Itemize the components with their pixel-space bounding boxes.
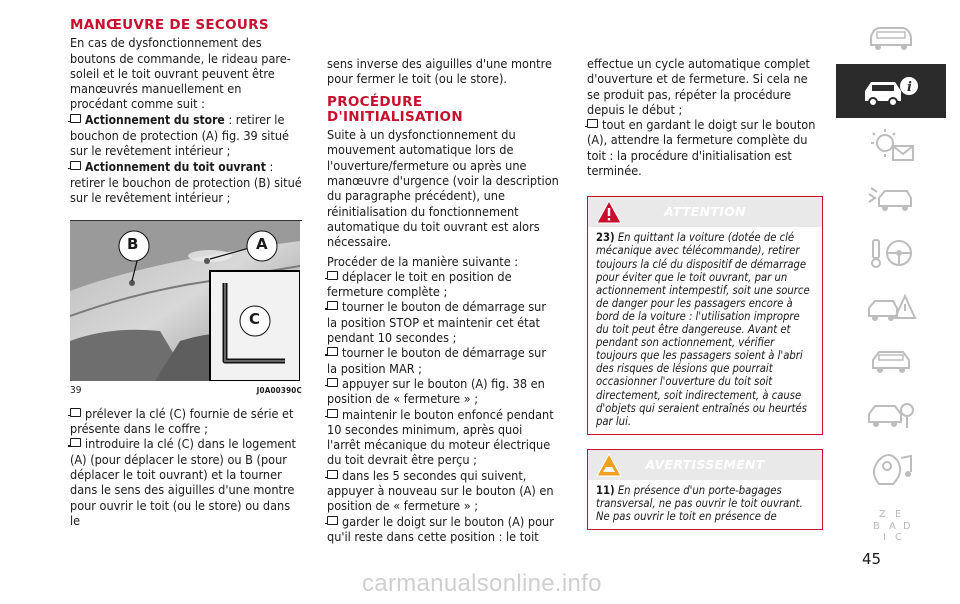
list-item xyxy=(327,514,559,545)
avertissement-box xyxy=(587,449,823,530)
car-info-icon xyxy=(861,71,921,111)
item-text: tourner le bouton de démarrage sur la position MAR ; xyxy=(327,345,547,376)
page-number: 45 xyxy=(862,550,882,568)
svg-text:B: B xyxy=(873,521,880,532)
bullet-icon xyxy=(587,119,598,128)
sidebar-item-emergency[interactable] xyxy=(836,280,946,334)
list-item xyxy=(327,468,559,514)
avertissement-number: 11) xyxy=(596,483,615,497)
car-dashboard-icon xyxy=(865,19,917,55)
svg-text:C: C xyxy=(895,532,902,543)
list-item xyxy=(587,117,823,178)
column-2 xyxy=(327,56,559,544)
list-item xyxy=(70,159,302,206)
attention-body xyxy=(588,227,822,433)
figure-label-c: C xyxy=(249,309,261,328)
attention-text: En quittant la voiture (dotée de clé mécanique avec télécommande), retirer toujours la clé du dispositif de démarrage pour éviter que le toit ouvrant, par un actionnement intempestif, soit une source de danger pour les passagers encore à bord de la voiture : l'utilisation impropre du toit peut être dangereuse. Avant et pendant son actionnement, vérifier toujours que les passagers soient à l'abri des risques de lésions que pourrait occasionner l'ouverture du toit soit directement, soit indirectement, à cause d'objets qui seraient entraînés ou heurtés par lui. xyxy=(596,231,810,428)
list-item xyxy=(327,299,559,345)
attention-number: 23) xyxy=(596,231,615,245)
svg-text:D: D xyxy=(903,521,911,532)
list-item xyxy=(327,269,559,300)
bullet-icon xyxy=(327,271,338,280)
list-item xyxy=(327,407,559,468)
car-breakdown-warning-icon xyxy=(865,288,917,326)
sidebar-item-safety[interactable] xyxy=(836,172,946,226)
avertissement-banner xyxy=(588,450,822,480)
sidebar-item-starting[interactable] xyxy=(836,226,946,280)
sidebar-item-multimedia[interactable] xyxy=(836,442,946,496)
list-item xyxy=(327,345,559,376)
figure-label-a: A xyxy=(256,234,268,253)
list-item xyxy=(70,436,302,528)
continuation-paragraph: effectue un cycle automatique complet d'ouverture et de fermeture. Si cela ne se produit pas, répéter la procédure depuis le début ; xyxy=(587,56,810,117)
item-label: Actionnement du store xyxy=(85,112,225,127)
item-text: dans les 5 secondes qui suivent, appuyer à nouveau sur le bouton (A) en position de « fermeture » ; xyxy=(327,467,554,514)
bullet-icon xyxy=(327,347,338,356)
section-heading-initialisation: PROCÉDURE D'INITIALISATION xyxy=(327,93,463,125)
item-text: : retirer le bouchon de protection (B) situé sur le revêtement intérieur ; xyxy=(70,158,302,206)
figure-label-b: B xyxy=(127,234,139,253)
bullet-icon xyxy=(327,409,338,418)
list-item xyxy=(70,406,302,437)
sidebar-item-dashboard[interactable] xyxy=(836,10,946,64)
intro-paragraph: En cas de dysfonctionnement des boutons de commande, le rideau pare-soleil et le toit ouvrant peuvent être manœuvrés manuellement en procédant comme suit : xyxy=(70,35,291,112)
item-label: Actionnement du toit ouvrant xyxy=(85,159,266,174)
svg-text:Z: Z xyxy=(879,509,886,520)
list-item xyxy=(70,112,302,159)
bullet-icon xyxy=(327,470,338,479)
item-text: maintenir le bouton enfoncé pendant 10 secondes minimum, après quoi l'arrêt mécanique du moteur électrique du toit devrait être perçu ; xyxy=(327,406,554,468)
item-text: : retirer le bouchon de protection (A) fig. 39 situé sur le revêtement intérieur ; xyxy=(70,111,290,159)
item-text: déplacer le toit en position de fermeture complète ; xyxy=(327,268,512,300)
figure-code: J0A00390C xyxy=(256,385,302,395)
key-steering-wheel-icon xyxy=(865,234,917,272)
figure-39-illustration xyxy=(70,221,300,381)
bullet-icon xyxy=(70,114,81,123)
alphabetical-index-icon xyxy=(865,503,917,543)
chapter-sidebar xyxy=(830,10,958,550)
bullet-icon xyxy=(70,438,81,447)
avertissement-body xyxy=(588,480,822,529)
svg-text:A: A xyxy=(889,521,896,532)
bullet-icon xyxy=(327,516,338,525)
sidebar-item-technical[interactable] xyxy=(836,388,946,442)
bullet-icon xyxy=(327,301,338,310)
svg-text:I: I xyxy=(883,532,886,543)
figure-caption xyxy=(70,383,302,398)
avertissement-title: AVERTISSEMENT xyxy=(645,456,765,472)
sidebar-item-maintenance[interactable] xyxy=(836,334,946,388)
svg-text:i: i xyxy=(907,80,912,95)
figure-number: 39 xyxy=(70,384,82,396)
column-1 xyxy=(70,18,302,528)
car-service-icon xyxy=(865,342,917,380)
item-text: garder le doigt sur le bouton (A) pour qu'il reste dans cette position : le toit xyxy=(327,513,554,544)
car-specs-icon xyxy=(865,396,917,434)
item-text: introduire la clé (C) dans le logement (A) (pour déplacer le store) ou B (pour déplacer le toit ouvrant) et la tourner dans le sens des aiguilles d'une montre pour ouvrir le toit (ou le store) ou dans le xyxy=(70,436,296,528)
media-navigation-icon xyxy=(865,450,917,488)
sidebar-item-car-info[interactable] xyxy=(836,64,946,118)
bullet-icon xyxy=(327,378,338,387)
bullet-icon xyxy=(70,161,81,170)
section-heading-manoeuvre: MANŒUVRE DE SECOURS xyxy=(70,17,269,33)
procedure-intro: Procéder de la manière suivante : xyxy=(327,253,519,269)
avertissement-text: En présence d'un porte-bagages transversal, ne pas ouvrir le toit ouvrant. Ne pas ouvrir le toit en présence de xyxy=(596,483,803,523)
watermark-text: carmanualsonline.info xyxy=(362,570,602,597)
attention-title: ATTENTION xyxy=(664,204,746,220)
list-item xyxy=(327,376,559,407)
continuation-paragraph: sens inverse des aiguilles d'une montre pour fermer le toit (ou le store). xyxy=(327,56,552,87)
car-crash-icon xyxy=(865,180,917,218)
sidebar-item-lights[interactable] xyxy=(836,118,946,172)
item-text: prélever la clé (C) fournie de série et présente dans le coffre ; xyxy=(70,405,294,437)
attention-box xyxy=(587,196,823,434)
sidebar-item-index[interactable] xyxy=(836,496,946,550)
column-3 xyxy=(587,56,823,530)
bullet-icon xyxy=(70,408,81,417)
item-text: tout en gardant le doigt sur le bouton (A), attendre la fermeture complète du toit : la procédure d'initialisation est terminée. xyxy=(587,117,816,179)
init-paragraph: Suite à un dysfonctionnement du mouvement automatique lors de l'ouverture/fermeture ou après une manœuvre d'urgence (voir la description du paragraphe précédent), une réinitialisation du fonctionnement automatique du toit ouvrant est alors nécessaire. xyxy=(327,127,559,250)
attention-banner xyxy=(588,197,822,227)
item-text: appuyer sur le bouton (A) fig. 38 en position de « fermeture » ; xyxy=(327,375,545,407)
warning-lights-envelope-icon xyxy=(865,126,917,164)
item-text: tourner le bouton de démarrage sur la position STOP et maintenir cet état pendant 10 secondes ; xyxy=(327,299,547,346)
svg-text:E: E xyxy=(895,509,902,520)
